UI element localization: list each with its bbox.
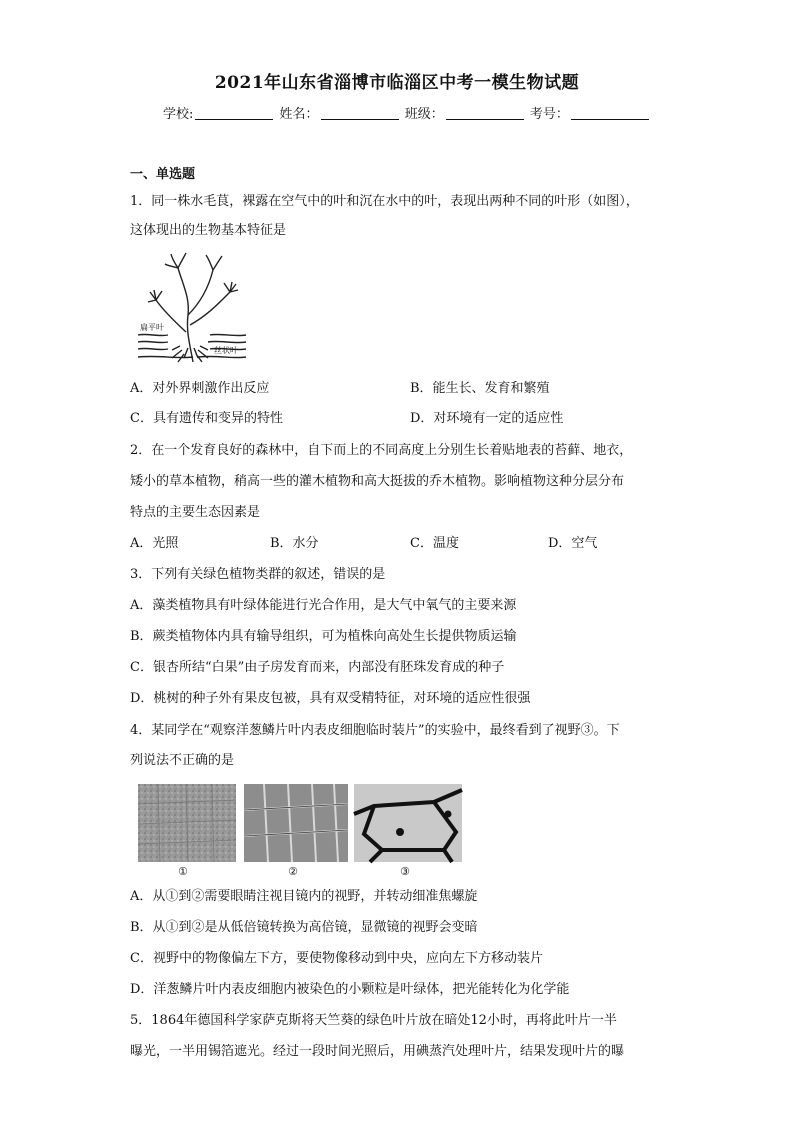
q4-option-b[interactable]: B．从①到②是从低倍镜转换为高倍镜，显微镜的视野会变暗	[130, 920, 478, 935]
q4-option-c[interactable]: C．视野中的物像偏左下方，要使物像移动到中央，应向左下方移动装片	[130, 951, 543, 966]
q5-stem-line-1: 5．1864年德国科学家萨克斯将天竺葵的绿色叶片放在暗处12小时，再将此叶片一半	[130, 1013, 617, 1028]
q1-stem-line-2: 这体现出的生物基本特征是	[130, 223, 287, 238]
class-blank[interactable]	[446, 107, 524, 120]
q2-option-c[interactable]: C．温度	[410, 536, 459, 551]
microscope-view-3	[354, 784, 462, 862]
school-label: 学校:	[163, 107, 194, 122]
school-blank[interactable]	[195, 107, 273, 120]
q2-stem-line-1: 2．在一个发育良好的森林中，自下而上的不同高度上分别生长着贴地表的苔藓、地衣，	[130, 443, 633, 458]
q2-stem-line-3: 特点的主要生态因素是	[130, 505, 261, 520]
flat-leaf-label: 扁平叶	[140, 323, 164, 332]
name-label: 姓名：	[279, 107, 319, 122]
q1-stem-line-1: 1．同一株水毛茛，裸露在空气中的叶和沉在水中的叶，表现出两种不同的叶形（如图），	[130, 194, 639, 209]
name-blank[interactable]	[321, 107, 399, 120]
q3-option-c[interactable]: C．银杏所结“白果”由子房发育而来，内部没有胚珠发育成的种子	[130, 660, 505, 675]
q1-option-d[interactable]: D．对环境有一定的适应性	[410, 411, 564, 426]
q4-stem-line-2: 列说法不正确的是	[130, 753, 235, 768]
number-blank[interactable]	[571, 107, 649, 120]
q2-option-b[interactable]: B．水分	[270, 536, 319, 551]
microscope-view-2	[244, 784, 348, 862]
q4-option-d[interactable]: D．洋葱鳞片叶内表皮细胞内被染色的小颗粒是叶绿体，把光能转化为化学能	[130, 982, 570, 997]
microscope-views-figure	[138, 784, 464, 876]
q2-stem-line-2: 矮小的草本植物，稍高一些的灌木植物和高大挺拔的乔木植物。影响植物这种分层分布	[130, 474, 625, 489]
q2-option-a[interactable]: A．光照	[130, 536, 179, 551]
q1-option-b[interactable]: B．能生长、发育和繁殖	[410, 381, 550, 396]
page-title: 2021年山东省淄博市临淄区中考一模生物试题	[214, 73, 580, 93]
water-buttercup-figure	[138, 250, 248, 366]
view-2-label: ②	[288, 865, 298, 876]
class-label: 班级：	[404, 107, 444, 122]
thread-leaf-label: 丝状叶	[214, 346, 238, 355]
microscope-view-1	[138, 784, 236, 862]
section-title: 一、单选题	[130, 167, 196, 182]
q2-option-d[interactable]: D．空气	[548, 536, 598, 551]
q3-stem: 3．下列有关绿色植物类群的叙述，错误的是	[130, 567, 386, 582]
q1-option-a[interactable]: A．对外界刺激作出反应	[130, 381, 270, 396]
q3-option-b[interactable]: B．蕨类植物体内具有输导组织，可为植株向高处生长提供物质运输	[130, 629, 517, 644]
view-1-label: ①	[178, 865, 188, 876]
q3-option-a[interactable]: A．藻类植物具有叶绿体能进行光合作用，是大气中氧气的主要来源	[130, 598, 517, 613]
view-3-label: ③	[400, 865, 410, 876]
q5-stem-line-2: 曝光，一半用锡箔遮光。经过一段时间光照后，用碘蒸汽处理叶片，结果发现叶片的曝	[130, 1044, 625, 1059]
number-label: 考号：	[529, 107, 569, 122]
q4-option-a[interactable]: A．从①到②需要眼睛注视目镜内的视野，并转动细准焦螺旋	[130, 889, 478, 904]
q1-option-c[interactable]: C．具有遗传和变异的特性	[130, 411, 283, 426]
q3-option-d[interactable]: D．桃树的种子外有果皮包被，具有双受精特征，对环境的适应性很强	[130, 691, 531, 706]
q4-stem-line-1: 4．某同学在“观察洋葱鳞片叶内表皮细胞临时装片”的实验中，最终看到了视野③。下	[130, 723, 620, 738]
student-info-line	[163, 103, 651, 122]
